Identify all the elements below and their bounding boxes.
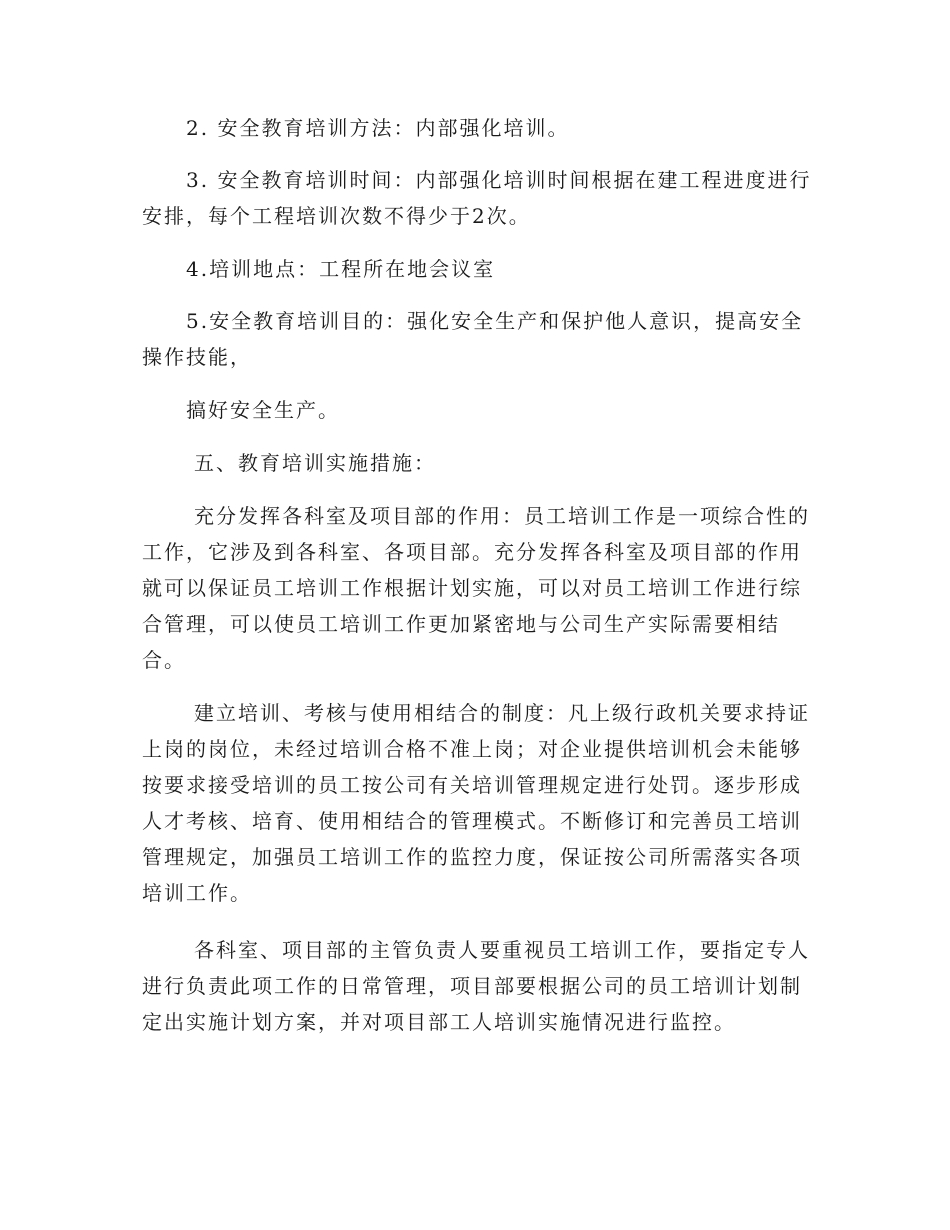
paragraph-training-location bbox=[142, 251, 812, 287]
paragraph-measure-departments bbox=[142, 498, 812, 678]
text-line: 按要求接受培训的员工按公司有关培训管理规定进行处罚。逐步形成 bbox=[142, 773, 802, 797]
text-line: 操作技能， bbox=[142, 345, 252, 369]
paragraph-training-time bbox=[142, 162, 812, 234]
text-line: 5.安全教育培训目的：强化安全生产和保护他人意识，提高安全 bbox=[186, 309, 804, 333]
text-line: 各科室、项目部的主管负责人要重视员工培训工作，要指定专人 bbox=[194, 938, 810, 962]
paragraph-training-method bbox=[142, 110, 812, 146]
text-line: 合。 bbox=[142, 648, 186, 672]
text-line: 定出实施计划方案，并对项目部工人培训实施情况进行监控。 bbox=[142, 1010, 736, 1034]
text-line: 管理规定，加强员工培训工作的监控力度，保证按公司所需落实各项 bbox=[142, 845, 802, 869]
text-line: 4.培训地点：工程所在地会议室 bbox=[186, 257, 496, 281]
text-line: 进行负责此项工作的日常管理，项目部要根据公司的员工培训计划制 bbox=[142, 974, 802, 998]
paragraph-training-purpose-cont bbox=[142, 392, 812, 428]
text-line: 充分发挥各科室及项目部的作用：员工培训工作是一项综合性的 bbox=[194, 504, 810, 528]
text-line: 3. 安全教育培训时间：内部强化培训时间根据在建工程进度进行 bbox=[186, 168, 812, 192]
heading-line: 五、教育培训实施措施： bbox=[194, 451, 436, 475]
text-line: 2. 安全教育培训方法：内部强化培训。 bbox=[186, 116, 570, 140]
paragraph-training-purpose bbox=[142, 303, 812, 375]
paragraph-measure-system bbox=[142, 695, 812, 911]
text-line: 搞好安全生产。 bbox=[186, 398, 340, 422]
text-line: 安排，每个工程培训次数不得少于2次。 bbox=[142, 204, 531, 228]
text-line: 上岗的岗位，未经过培训合格不准上岗；对企业提供培训机会未能够 bbox=[142, 737, 802, 761]
text-line: 就可以保证员工培训工作根据计划实施，可以对员工培训工作进行综 bbox=[142, 576, 802, 600]
section-heading-five bbox=[142, 445, 812, 481]
text-line: 人才考核、培育、使用相结合的管理模式。不断修订和完善员工培训 bbox=[142, 809, 802, 833]
text-line: 培训工作。 bbox=[142, 881, 252, 905]
text-line: 工作，它涉及到各科室、各项目部。充分发挥各科室及项目部的作用 bbox=[142, 540, 802, 564]
paragraph-measure-responsibility bbox=[142, 932, 812, 1040]
text-line: 合管理，可以使员工培训工作更加紧密地与公司生产实际需要相结 bbox=[142, 612, 780, 636]
text-line: 建立培训、考核与使用相结合的制度：凡上级行政机关要求持证 bbox=[194, 701, 810, 725]
